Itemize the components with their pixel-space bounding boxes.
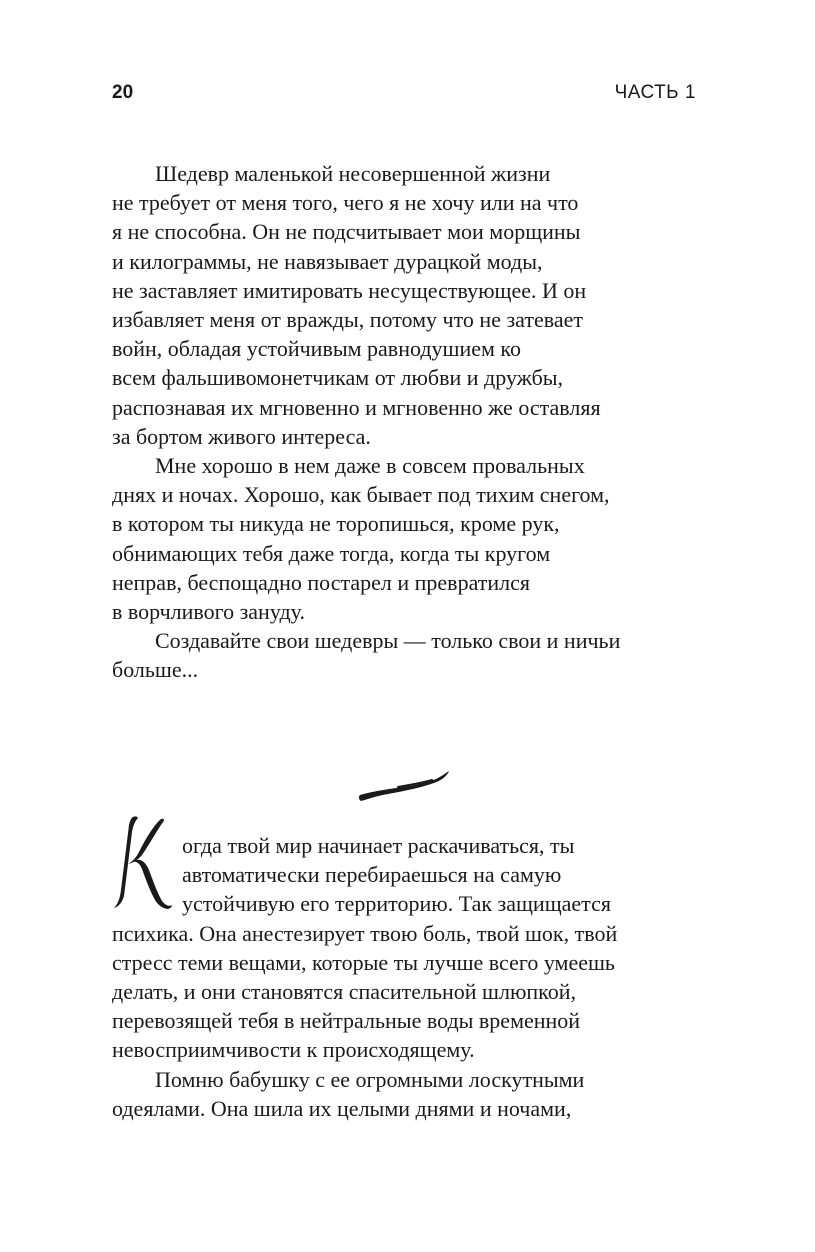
paragraph-line: не требует от меня того, чего я не хочу или на что [112, 190, 579, 216]
paragraph-line: в котором ты никуда не торопишься, кроме рук, [112, 511, 560, 537]
paragraph-line: обнимающих тебя даже тогда, когда ты кругом [112, 540, 551, 566]
paragraph-line: делать, и они становятся спасительной шлюпкой, [112, 979, 577, 1005]
paragraph-line: автоматически перебираешься на самую [182, 862, 562, 888]
paragraph-line: стресс теми вещами, которые ты лучше всего умеешь [112, 949, 615, 975]
paragraph-line: невосприимчивости к происходящему. [112, 1037, 475, 1063]
paragraph-line: Помню бабушку с ее огромными лоскутными [155, 1066, 585, 1092]
paragraph-line: войн, обладая устойчивым равнодушием ко [112, 336, 521, 362]
paragraph-line: я не способна. Он не подсчитывает мои морщины [112, 219, 581, 245]
paragraph-line: днях и ночах. Хорошо, как бывает под тихим снегом, [112, 482, 610, 508]
paragraph-line: одеялами. Она шила их целыми днями и ночами, [112, 1095, 572, 1121]
paragraph-line: и килограммы, не навязывает дурацкой моды, [112, 248, 543, 274]
paragraph-line: больше... [112, 657, 199, 683]
paragraph-line: Мне хорошо в нем даже в совсем провальных [155, 453, 585, 479]
paragraph-line: в ворчливого зануду. [112, 599, 305, 625]
paragraph-line: Шедевр маленькой несовершенной жизни [155, 161, 551, 186]
page-header [112, 82, 696, 110]
paragraph-line: неправ, беспощадно постарел и превратился [112, 569, 531, 595]
paragraph-line: не заставляет имитировать несуществующее. И он [112, 277, 587, 303]
section-2-text [112, 831, 702, 1123]
paragraph-line: психика. Она анестезирует твою боль, твой шок, твой [112, 920, 618, 946]
running-head-section: ЧАСТЬ 1 [614, 82, 696, 103]
paragraph-line: устойчивую его территорию. Так защищается [182, 891, 611, 917]
section-1-text [112, 159, 702, 685]
paragraph-line: распознавая их мгновенно и мгновенно же оставляя [112, 394, 601, 420]
brush-stroke-dash-icon [358, 770, 450, 804]
paragraph-line: всем фальшивомонетчикам от любви и дружбы, [112, 365, 564, 391]
paragraph-line: огда твой мир начинает раскачиваться, ты [182, 833, 575, 858]
paragraph-line: перевозящей тебя в нейтральные воды временной [112, 1008, 581, 1034]
page-number: 20 [112, 82, 134, 103]
paragraph-line: за бортом живого интереса. [112, 423, 371, 449]
paragraph-line: избавляет меня от вражды, потому что не затевает [112, 307, 583, 333]
paragraph-line: Создавайте свои шедевры — только свои и ничьи [155, 628, 621, 654]
